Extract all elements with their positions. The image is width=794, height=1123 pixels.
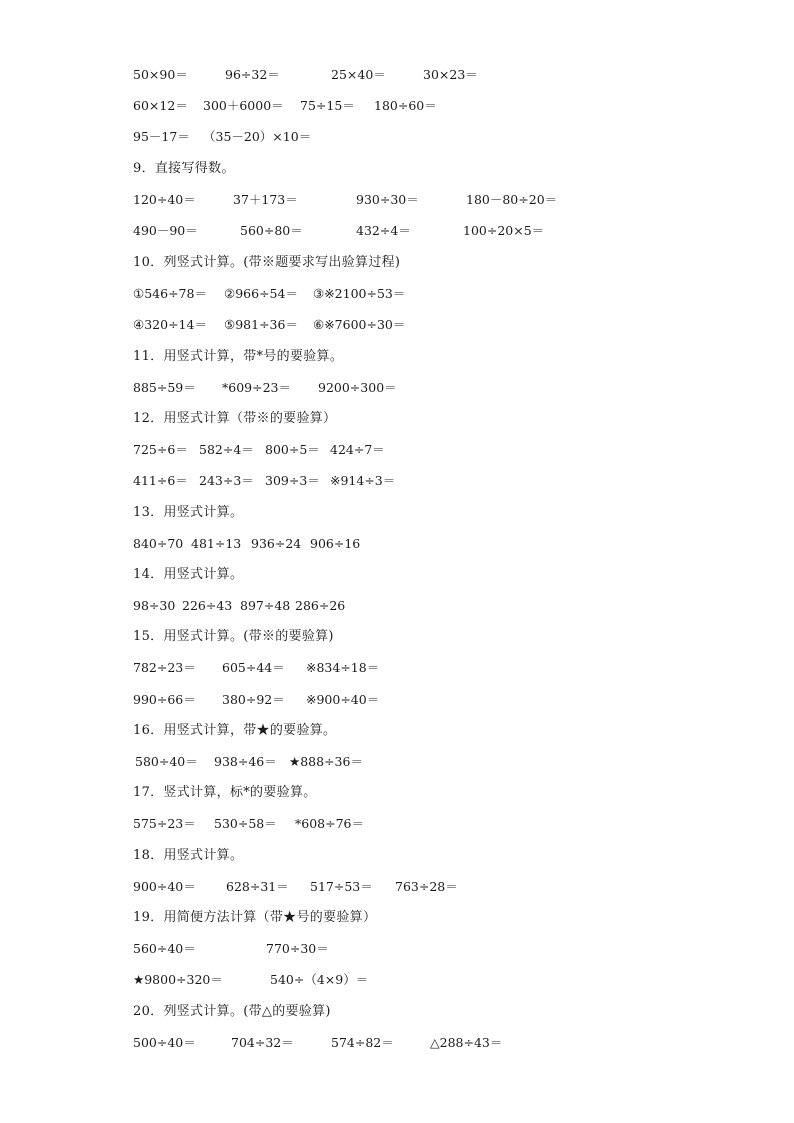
problem: 60×12＝: [133, 98, 188, 113]
problem: ※900÷40＝: [306, 692, 380, 707]
problem: 180÷60＝: [374, 98, 437, 113]
problem: 481÷13: [191, 536, 242, 551]
problem: 226÷43: [182, 598, 233, 613]
problem: ④320÷14＝: [133, 317, 207, 332]
question-heading: 12．用竖式计算（带※的要验算）: [133, 411, 337, 426]
problem-row: [0, 1033, 794, 1053]
problem-row: [0, 534, 794, 554]
problem: 517÷53＝: [310, 879, 373, 894]
problem: 990÷66＝: [133, 692, 196, 707]
question-heading: 15．用竖式计算。(带※的要验算): [133, 629, 334, 644]
problem: 560÷40＝: [133, 941, 196, 956]
problem-row: [0, 596, 794, 616]
problem: 800÷5＝: [265, 442, 320, 457]
problem-row: [0, 440, 794, 460]
problem: 30×23＝: [423, 67, 478, 82]
problem: 574÷82＝: [331, 1035, 394, 1050]
problem-row: [0, 284, 794, 304]
problem-row: [0, 752, 794, 772]
problem-row: [0, 221, 794, 241]
problem: 840÷70: [133, 536, 184, 551]
problem: 286÷26: [295, 598, 346, 613]
problem: 906÷16: [310, 536, 361, 551]
problem-row: [0, 96, 794, 116]
problem: 897÷48: [240, 598, 291, 613]
problem: 582÷4＝: [199, 442, 254, 457]
problem: （35－20）×10＝: [203, 129, 312, 144]
problem-row: [0, 814, 794, 834]
problem: 500÷40＝: [133, 1035, 196, 1050]
problem: 432÷4＝: [356, 223, 411, 238]
question-20: [0, 1002, 794, 1022]
problem: 580÷40＝: [135, 754, 198, 769]
problem: *609÷23＝: [222, 380, 291, 395]
problem: 380÷92＝: [222, 692, 285, 707]
question-10: [0, 253, 794, 273]
problem: 75÷15＝: [300, 98, 355, 113]
problem: 725÷6＝: [133, 442, 188, 457]
problem: ★888÷36＝: [289, 754, 363, 769]
question-9: [0, 159, 794, 179]
problem-row: [0, 471, 794, 491]
problem: 763÷28＝: [395, 879, 458, 894]
problem: 120÷40＝: [133, 192, 196, 207]
problem: 936÷24: [251, 536, 302, 551]
problem: 96÷32＝: [225, 67, 280, 82]
problem: 300＋6000＝: [203, 98, 284, 113]
question-14: [0, 565, 794, 585]
question-heading: 11．用竖式计算，带*号的要验算。: [133, 349, 344, 364]
problem-row: [0, 690, 794, 710]
question-heading: 18．用竖式计算。: [133, 848, 244, 863]
problem: 50×90＝: [133, 67, 188, 82]
problem: 424÷7＝: [330, 442, 385, 457]
problem: *608÷76＝: [295, 816, 364, 831]
question-heading: 10．列竖式计算。(带※题要求写出验算过程): [133, 255, 401, 270]
problem: 411÷6＝: [133, 473, 188, 488]
problem: 885÷59＝: [133, 380, 196, 395]
problem: 243÷3＝: [199, 473, 254, 488]
problem: 309÷3＝: [265, 473, 320, 488]
problem-row: [0, 658, 794, 678]
problem: 540÷（4×9）＝: [270, 972, 369, 987]
problem: 704÷32＝: [231, 1035, 294, 1050]
problem: 930÷30＝: [356, 192, 419, 207]
problem: ※834÷18＝: [306, 660, 380, 675]
problem: 37＋173＝: [233, 192, 298, 207]
problem: 25×40＝: [331, 67, 386, 82]
problem-row: [0, 970, 794, 990]
problem-row: [0, 939, 794, 959]
problem: 575÷23＝: [133, 816, 196, 831]
question-19: [0, 908, 794, 928]
problem: 530÷58＝: [214, 816, 277, 831]
problem-row: [0, 877, 794, 897]
problem: ※914÷3＝: [330, 473, 396, 488]
problem: ③※2100÷53＝: [313, 286, 406, 301]
problem: ①546÷78＝: [133, 286, 207, 301]
problem: 180－80÷20＝: [466, 192, 558, 207]
problem: ★9800÷320＝: [133, 972, 223, 987]
question-heading: 17．竖式计算，标*的要验算。: [133, 785, 317, 800]
problem-row: [0, 190, 794, 210]
problem: ⑤981÷36＝: [224, 317, 298, 332]
problem: 95－17＝: [133, 129, 190, 144]
problem: 605÷44＝: [222, 660, 285, 675]
problem: 9200÷300＝: [318, 380, 397, 395]
question-heading: 9．直接写得数。: [133, 161, 235, 176]
problem: ⑥※7600÷30＝: [313, 317, 406, 332]
question-heading: 19．用简便方法计算（带★号的要验算）: [133, 910, 377, 925]
question-18: [0, 846, 794, 866]
question-heading: 20．列竖式计算。(带△的要验算): [133, 1004, 331, 1019]
problem: 100÷20×5＝: [463, 223, 545, 238]
question-15: [0, 627, 794, 647]
problem: 938÷46＝: [214, 754, 277, 769]
problem-row: [0, 127, 794, 147]
question-heading: 14．用竖式计算。: [133, 567, 244, 582]
question-13: [0, 503, 794, 523]
question-16: [0, 721, 794, 741]
problem: 900÷40＝: [133, 879, 196, 894]
problem: 560÷80＝: [240, 223, 303, 238]
question-heading: 13．用竖式计算。: [133, 505, 244, 520]
problem-row: [0, 378, 794, 398]
problem-row: [0, 65, 794, 85]
problem: 628÷31＝: [226, 879, 289, 894]
question-17: [0, 783, 794, 803]
question-heading: 16．用竖式计算，带★的要验算。: [133, 723, 337, 738]
problem: △288÷43＝: [430, 1035, 503, 1050]
problem: 98÷30: [133, 598, 176, 613]
question-11: [0, 347, 794, 367]
problem: 490－90＝: [133, 223, 198, 238]
problem: 782÷23＝: [133, 660, 196, 675]
question-12: [0, 409, 794, 429]
problem-row: [0, 315, 794, 335]
problem: 770÷30＝: [266, 941, 329, 956]
problem: ②966÷54＝: [224, 286, 298, 301]
